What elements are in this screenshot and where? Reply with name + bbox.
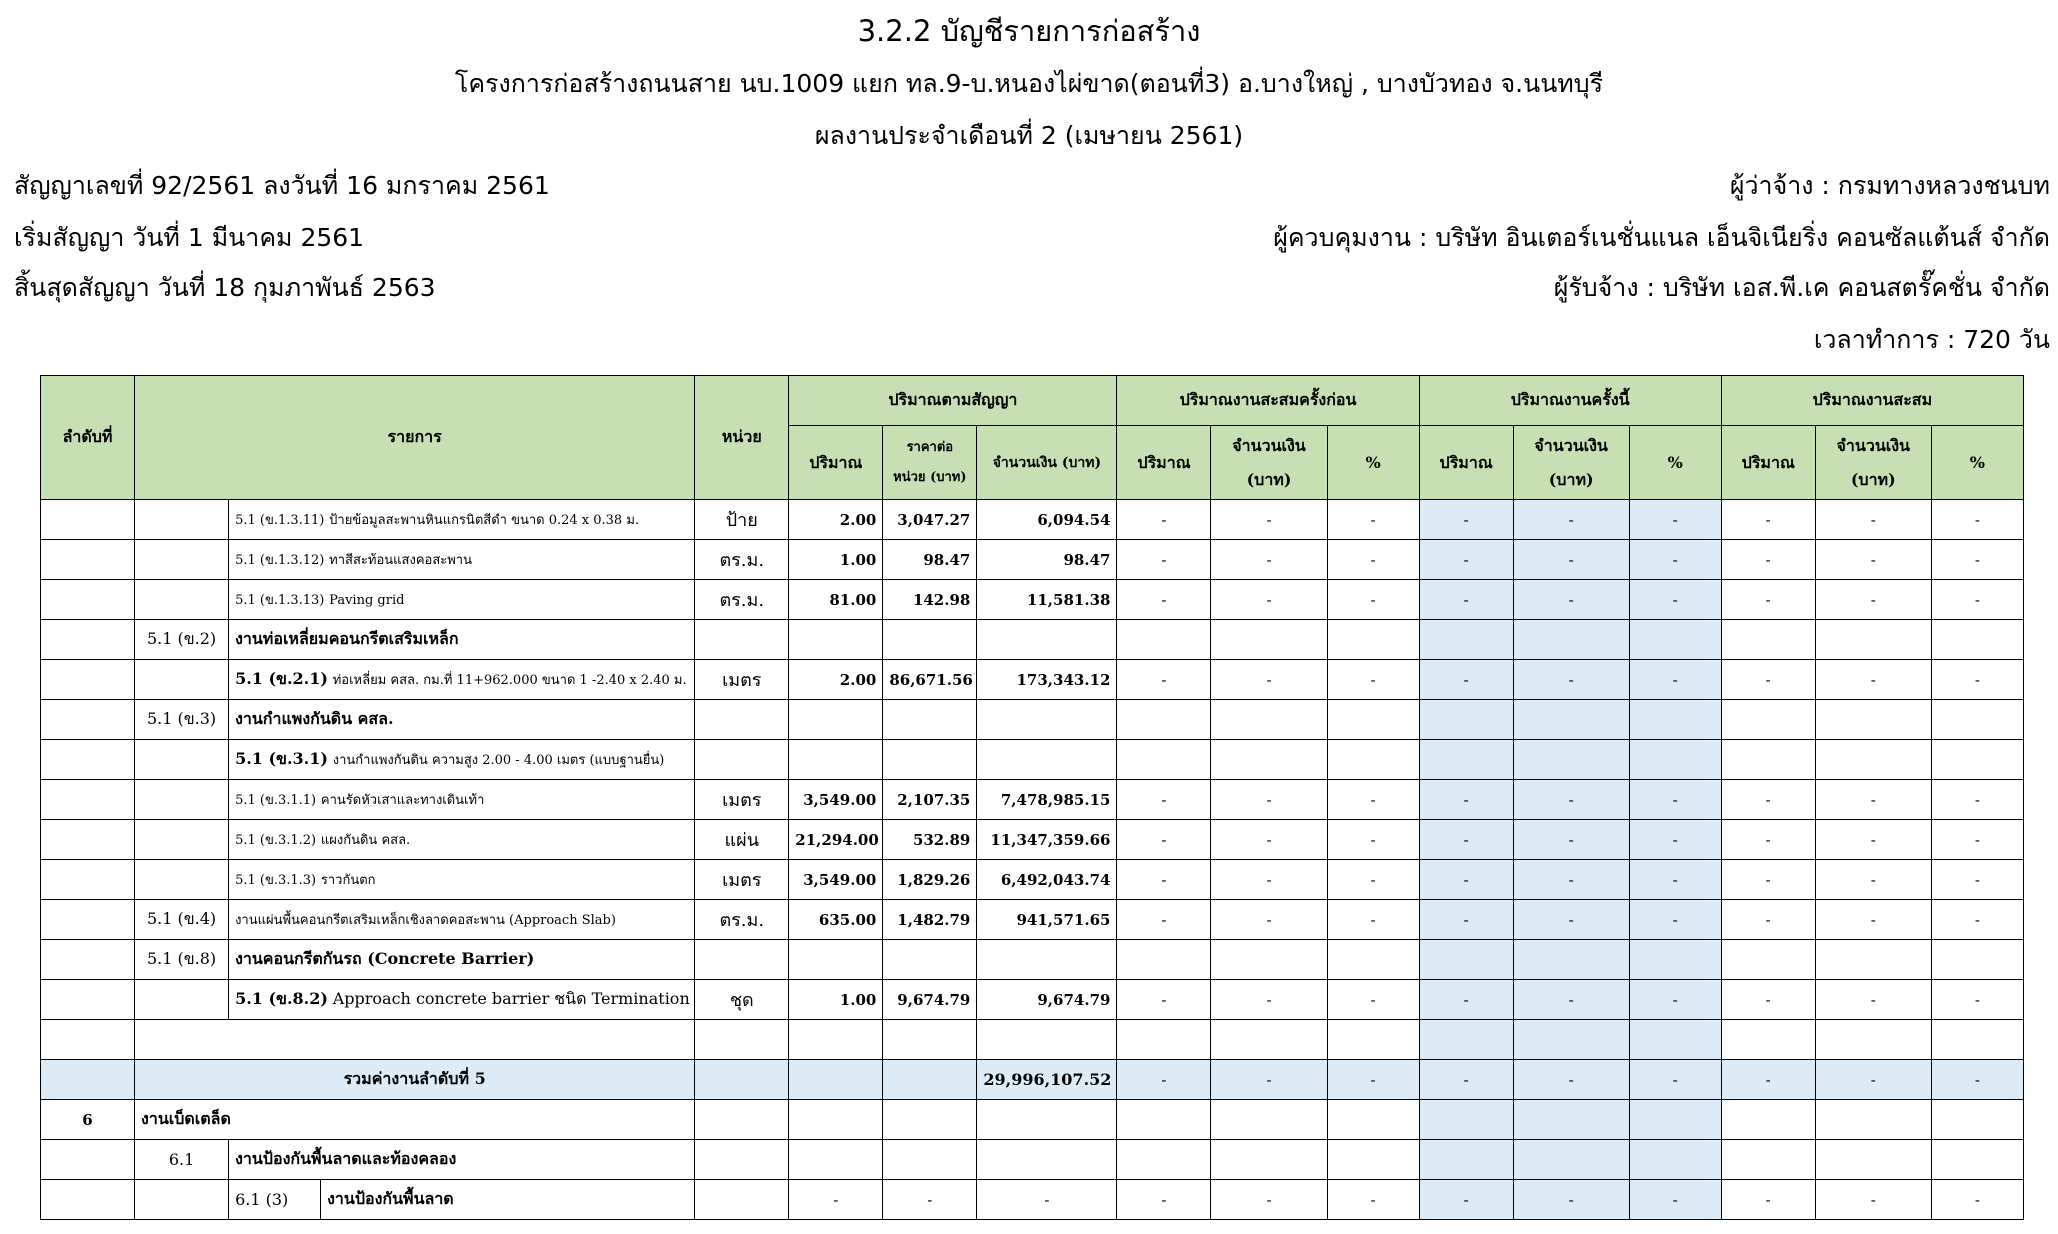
progress-cell: - xyxy=(1419,500,1513,540)
contract-amount: 11,581.38 xyxy=(977,580,1117,620)
header-percent: % xyxy=(1931,426,2023,500)
progress-cell: - xyxy=(1721,780,1815,820)
progress-cell xyxy=(1629,740,1721,780)
progress-cell: - xyxy=(1117,580,1211,620)
item-unit: ตร.ม. xyxy=(695,540,789,580)
progress-cell xyxy=(1211,940,1327,980)
table-row xyxy=(41,780,2024,820)
progress-cell: - xyxy=(1211,580,1327,620)
item-unit xyxy=(695,740,789,780)
header-previous-cumulative: ปริมาณงานสะสมครั้งก่อน xyxy=(1117,376,1419,426)
table-row xyxy=(41,580,2024,620)
item-code: 5.1 (ข.3.1.3) xyxy=(235,873,317,888)
item-unit xyxy=(695,700,789,740)
progress-cell: - xyxy=(1815,980,1931,1020)
unit-price: 3,047.27 xyxy=(883,500,977,540)
item-description: ทาสีสะท้อนแสงคอสะพาน xyxy=(329,553,472,568)
progress-cell: - xyxy=(1327,580,1419,620)
contract-amount: 11,347,359.66 xyxy=(977,820,1117,860)
progress-cell: - xyxy=(1117,660,1211,700)
item-code: 5.1 (ข.1.3.13) xyxy=(235,593,325,608)
progress-cell: - xyxy=(1629,580,1721,620)
progress-cell xyxy=(1513,740,1629,780)
employer: ผู้ว่าจ้าง : กรมทางหลวงชนบท xyxy=(1729,171,2050,200)
contract-qty: 635.00 xyxy=(789,900,883,940)
progress-cell xyxy=(1327,740,1419,780)
seq-cell xyxy=(41,540,135,580)
progress-cell: - xyxy=(1931,500,2023,540)
progress-cell: - xyxy=(1211,860,1327,900)
progress-cell: - xyxy=(1211,900,1327,940)
progress-cell: - xyxy=(1629,980,1721,1020)
progress-cell xyxy=(1815,940,1931,980)
progress-cell: - xyxy=(1629,860,1721,900)
item-code: 5.1 (ข.4) xyxy=(135,900,229,940)
progress-cell: - xyxy=(1117,540,1211,580)
progress-cell: - xyxy=(1931,540,2023,580)
indent-cell xyxy=(135,660,229,700)
unit-price: 98.47 xyxy=(883,540,977,580)
spacer-row xyxy=(41,1020,2024,1060)
progress-cell: - xyxy=(1327,980,1419,1020)
seq-cell xyxy=(41,580,135,620)
unit-price: 532.89 xyxy=(883,820,977,860)
contract-end: สิ้นสุดสัญญา วันที่ 18 กุมภาพันธ์ 2563 xyxy=(14,273,436,302)
contract-qty: 3,549.00 xyxy=(789,860,883,900)
progress-cell: - xyxy=(1327,540,1419,580)
progress-cell: - xyxy=(1721,660,1815,700)
header-item: รายการ xyxy=(135,376,695,500)
header-cumulative: ปริมาณงานสะสม xyxy=(1721,376,2023,426)
progress-cell xyxy=(1117,940,1211,980)
contract-qty: 81.00 xyxy=(789,580,883,620)
work-duration: เวลาทำการ : 720 วัน xyxy=(1813,325,2050,354)
progress-cell: - xyxy=(1117,820,1211,860)
progress-cell xyxy=(1931,700,2023,740)
unit-price: 142.98 xyxy=(883,580,977,620)
table-row xyxy=(41,900,2024,940)
item-code: 5.1 (ข.2.1) xyxy=(235,669,328,688)
progress-cell: - xyxy=(1721,860,1815,900)
header-current-period: ปริมาณงานครั้งนี้ xyxy=(1419,376,1721,426)
progress-cell xyxy=(1721,940,1815,980)
item-description: งานกำแพงกันดิน คสล. xyxy=(229,700,695,740)
item-description: งานกำแพงกันดิน ความสูง 2.00 - 4.00 เมตร (แบบฐานยื่น) xyxy=(332,753,665,768)
progress-cell xyxy=(1327,700,1419,740)
item-code: 5.1 (ข.1.3.12) xyxy=(235,553,325,568)
subsection-code: 6.1 (3) xyxy=(229,1180,321,1220)
indent-cell xyxy=(135,860,229,900)
subsection-title: งานป้องกันพื้นลาด xyxy=(321,1180,695,1220)
progress-cell: - xyxy=(1419,980,1513,1020)
contract-amount xyxy=(977,940,1117,980)
table-row xyxy=(41,540,2024,580)
header-seq: ลำดับที่ xyxy=(41,376,135,500)
progress-cell: - xyxy=(1419,860,1513,900)
table-row xyxy=(41,660,2024,700)
progress-cell: - xyxy=(1721,580,1815,620)
item-code-description xyxy=(229,980,695,1020)
progress-cell: - xyxy=(1721,900,1815,940)
progress-cell xyxy=(1327,940,1419,980)
progress-cell: - xyxy=(1513,860,1629,900)
header-qty: ปริมาณ xyxy=(789,426,883,500)
table-row xyxy=(41,820,2024,860)
header-unit-price: ราคาต่อ หน่วย (บาท) xyxy=(883,426,977,500)
progress-cell: - xyxy=(1931,820,2023,860)
indent-cell xyxy=(135,980,229,1020)
progress-cell: - xyxy=(1513,900,1629,940)
item-description: Approach concrete barrier ชนิด Termination xyxy=(332,989,690,1008)
contract-amount: 7,478,985.15 xyxy=(977,780,1117,820)
item-unit: ตร.ม. xyxy=(695,580,789,620)
progress-cell: - xyxy=(1513,660,1629,700)
item-code: 5.1 (ข.8.2) xyxy=(235,989,328,1008)
indent-cell xyxy=(135,780,229,820)
progress-cell: - xyxy=(1211,980,1327,1020)
header-qty: ปริมาณ xyxy=(1117,426,1211,500)
item-unit: แผ่น xyxy=(695,820,789,860)
section-title: งานเบ็ดเตล็ด xyxy=(135,1100,695,1140)
progress-cell xyxy=(1419,620,1513,660)
table-row xyxy=(41,740,2024,780)
progress-cell: - xyxy=(1721,540,1815,580)
item-description: ป้ายข้อมูลสะพานหินแกรนิตสีดำ ขนาด 0.24 x 0.38 ม. xyxy=(329,513,640,528)
seq-cell xyxy=(41,860,135,900)
progress-cell: - xyxy=(1117,780,1211,820)
unit-price: 9,674.79 xyxy=(883,980,977,1020)
subsection-row: 6.1 (3) งานป้องกันพื้นลาด - - - - - - - - - - - - xyxy=(41,1180,2024,1220)
subsection-row xyxy=(41,1140,2024,1180)
progress-cell: - xyxy=(1931,660,2023,700)
progress-cell: - xyxy=(1117,900,1211,940)
progress-cell: - xyxy=(1815,580,1931,620)
progress-cell xyxy=(1419,740,1513,780)
contract-amount: 98.47 xyxy=(977,540,1117,580)
progress-cell xyxy=(1815,740,1931,780)
subtotal-label: รวมค่างานลำดับที่ 5 xyxy=(135,1060,695,1100)
table-row xyxy=(41,940,2024,980)
item-code-description xyxy=(229,660,695,700)
progress-cell: - xyxy=(1327,820,1419,860)
progress-cell xyxy=(1211,700,1327,740)
progress-cell xyxy=(1629,700,1721,740)
document-title: 3.2.2 บัญชีรายการก่อสร้าง xyxy=(857,14,1201,48)
progress-cell: - xyxy=(1931,860,2023,900)
contract-amount xyxy=(977,740,1117,780)
item-unit: เมตร xyxy=(695,780,789,820)
progress-cell: - xyxy=(1327,500,1419,540)
contract-qty xyxy=(789,700,883,740)
contract-amount: 9,674.79 xyxy=(977,980,1117,1020)
contract-number: สัญญาเลขที่ 92/2561 ลงวันที่ 16 มกราคม 2561 xyxy=(14,171,550,200)
seq-cell xyxy=(41,780,135,820)
progress-cell: - xyxy=(1513,980,1629,1020)
item-unit xyxy=(695,620,789,660)
unit-price xyxy=(883,620,977,660)
progress-cell: - xyxy=(1513,580,1629,620)
contract-amount xyxy=(977,700,1117,740)
header-money: จำนวนเงิน (บาท) xyxy=(1815,426,1931,500)
progress-cell: - xyxy=(1211,540,1327,580)
header-qty: ปริมาณ xyxy=(1419,426,1513,500)
seq-cell xyxy=(41,700,135,740)
seq-cell xyxy=(41,500,135,540)
progress-cell: - xyxy=(1513,780,1629,820)
progress-cell: - xyxy=(1815,780,1931,820)
contractor: ผู้รับจ้าง : บริษัท เอส.พี.เค คอนสตรั๊คชั่น จำกัด xyxy=(1553,273,2050,302)
supervisor: ผู้ควบคุมงาน : บริษัท อินเตอร์เนชั่นแนล เอ็นจิเนียริ่ง คอนซัลแต้นส์ จำกัด xyxy=(1273,223,2050,252)
progress-cell: - xyxy=(1117,500,1211,540)
subsection-title: งานป้องกันพื้นลาดและท้องคลอง xyxy=(229,1140,695,1180)
contract-amount: 941,571.65 xyxy=(977,900,1117,940)
item-unit: เมตร xyxy=(695,860,789,900)
progress-cell: - xyxy=(1419,660,1513,700)
progress-cell: - xyxy=(1931,780,2023,820)
progress-cell xyxy=(1419,700,1513,740)
subtotal-amount: 29,996,107.52 xyxy=(977,1060,1117,1100)
item-unit: ชุด xyxy=(695,980,789,1020)
subsection-code: 6.1 xyxy=(135,1140,229,1180)
progress-cell: - xyxy=(1815,900,1931,940)
progress-cell xyxy=(1931,740,2023,780)
item-description: งานคอนกรีตกันรถ (Concrete Barrier) xyxy=(229,940,695,980)
contract-qty xyxy=(789,940,883,980)
indent-cell xyxy=(135,740,229,780)
progress-cell: - xyxy=(1419,900,1513,940)
table-row xyxy=(41,860,2024,900)
seq-cell xyxy=(41,620,135,660)
item-description: ท่อเหลี่ยม คสล. กม.ที่ 11+962.000 ขนาด 1 -2.40 x 2.40 ม. xyxy=(332,673,687,688)
progress-cell xyxy=(1117,740,1211,780)
item-description: ราวกันตก xyxy=(320,873,376,888)
indent-cell xyxy=(135,500,229,540)
progress-cell xyxy=(1513,700,1629,740)
seq-cell xyxy=(41,660,135,700)
progress-cell: - xyxy=(1327,860,1419,900)
seq-cell xyxy=(41,940,135,980)
progress-cell: - xyxy=(1211,820,1327,860)
reporting-period: ผลงานประจำเดือนที่ 2 (เมษายน 2561) xyxy=(814,121,1244,150)
item-code: 5.1 (ข.3.1.2) xyxy=(235,833,317,848)
progress-cell xyxy=(1419,940,1513,980)
project-subtitle: โครงการก่อสร้างถนนสาย นบ.1009 แยก ทล.9-บ.หนองไผ่ขาด(ตอนที่3) อ.บางใหญ่ , บางบัวทอง จ.นนทบุรี xyxy=(454,69,1604,98)
header-percent: % xyxy=(1327,426,1419,500)
contract-qty xyxy=(789,620,883,660)
progress-cell xyxy=(1327,620,1419,660)
header-contract-quantity: ปริมาณตามสัญญา xyxy=(789,376,1117,426)
unit-price: 1,482.79 xyxy=(883,900,977,940)
progress-cell: - xyxy=(1419,580,1513,620)
progress-cell: - xyxy=(1931,900,2023,940)
item-unit: เมตร xyxy=(695,660,789,700)
progress-cell: - xyxy=(1931,580,2023,620)
section-row xyxy=(41,1100,2024,1140)
contract-qty xyxy=(789,740,883,780)
section-number: 6 xyxy=(41,1100,135,1140)
progress-cell: - xyxy=(1211,780,1327,820)
progress-cell xyxy=(1931,620,2023,660)
contract-amount: 6,492,043.74 xyxy=(977,860,1117,900)
construction-items-table xyxy=(40,375,2024,1220)
progress-cell xyxy=(1629,940,1721,980)
progress-cell: - xyxy=(1513,820,1629,860)
progress-cell: - xyxy=(1629,780,1721,820)
item-code: 5.1 (ข.3) xyxy=(135,700,229,740)
indent-cell xyxy=(135,540,229,580)
table-header xyxy=(41,376,2024,500)
progress-cell xyxy=(1513,940,1629,980)
unit-price xyxy=(883,940,977,980)
progress-cell: - xyxy=(1815,500,1931,540)
item-code-description xyxy=(229,860,695,900)
progress-cell: - xyxy=(1721,820,1815,860)
unit-price xyxy=(883,740,977,780)
progress-cell: - xyxy=(1419,540,1513,580)
table-row xyxy=(41,500,2024,540)
contract-start: เริ่มสัญญา วันที่ 1 มีนาคม 2561 xyxy=(14,223,365,252)
progress-cell: - xyxy=(1629,540,1721,580)
progress-cell: - xyxy=(1327,780,1419,820)
progress-cell: - xyxy=(1721,980,1815,1020)
progress-cell xyxy=(1721,700,1815,740)
item-code-description xyxy=(229,580,695,620)
item-code-description xyxy=(229,540,695,580)
progress-cell: - xyxy=(1419,780,1513,820)
contract-qty: 2.00 xyxy=(789,660,883,700)
table-row xyxy=(41,980,2024,1020)
progress-cell: - xyxy=(1629,820,1721,860)
header-qty: ปริมาณ xyxy=(1721,426,1815,500)
item-unit: ป้าย xyxy=(695,500,789,540)
contract-amount xyxy=(977,620,1117,660)
progress-cell: - xyxy=(1419,820,1513,860)
seq-cell xyxy=(41,820,135,860)
seq-cell xyxy=(41,740,135,780)
progress-cell xyxy=(1513,620,1629,660)
header-money: จำนวนเงิน (บาท) xyxy=(1513,426,1629,500)
seq-cell xyxy=(41,900,135,940)
indent-cell xyxy=(135,580,229,620)
item-description: งานแผ่นพื้นคอนกรีตเสริมเหล็กเชิงลาดคอสะพาน (Approach Slab) xyxy=(229,900,695,940)
item-description: Paving grid xyxy=(329,593,405,608)
progress-cell: - xyxy=(1211,500,1327,540)
contract-amount: 173,343.12 xyxy=(977,660,1117,700)
table-body xyxy=(41,500,2024,1220)
contract-qty: 1.00 xyxy=(789,980,883,1020)
progress-cell xyxy=(1117,620,1211,660)
progress-cell: - xyxy=(1327,900,1419,940)
header-percent: % xyxy=(1629,426,1721,500)
item-description: คานรัดหัวเสาและทางเดินเท้า xyxy=(320,793,485,808)
progress-cell xyxy=(1211,620,1327,660)
header-amount: จำนวนเงิน (บาท) xyxy=(977,426,1117,500)
contract-amount: 6,094.54 xyxy=(977,500,1117,540)
progress-cell: - xyxy=(1211,660,1327,700)
progress-cell: - xyxy=(1815,860,1931,900)
contract-qty: 1.00 xyxy=(789,540,883,580)
item-code: 5.1 (ข.3.1) xyxy=(235,749,328,768)
unit-price: 1,829.26 xyxy=(883,860,977,900)
item-code-description xyxy=(229,500,695,540)
progress-cell: - xyxy=(1117,980,1211,1020)
progress-cell: - xyxy=(1327,660,1419,700)
unit-price: 2,107.35 xyxy=(883,780,977,820)
table-row xyxy=(41,620,2024,660)
unit-price: 86,671.56 xyxy=(883,660,977,700)
item-description: แผงกันดิน คสล. xyxy=(320,833,411,848)
progress-cell: - xyxy=(1721,500,1815,540)
contract-qty: 21,294.00 xyxy=(789,820,883,860)
progress-cell xyxy=(1931,940,2023,980)
progress-cell xyxy=(1815,620,1931,660)
unit-price xyxy=(883,700,977,740)
item-code: 5.1 (ข.1.3.11) xyxy=(235,513,325,528)
progress-cell: - xyxy=(1513,540,1629,580)
seq-cell xyxy=(41,980,135,1020)
item-unit xyxy=(695,940,789,980)
progress-cell: - xyxy=(1629,900,1721,940)
progress-cell: - xyxy=(1629,500,1721,540)
header-money: จำนวนเงิน (บาท) xyxy=(1211,426,1327,500)
item-code-description xyxy=(229,740,695,780)
item-unit: ตร.ม. xyxy=(695,900,789,940)
progress-cell xyxy=(1629,620,1721,660)
progress-cell: - xyxy=(1629,660,1721,700)
item-code-description xyxy=(229,780,695,820)
progress-cell: - xyxy=(1117,860,1211,900)
item-code-description xyxy=(229,820,695,860)
item-code: 5.1 (ข.3.1.1) xyxy=(235,793,317,808)
progress-cell xyxy=(1721,740,1815,780)
progress-cell xyxy=(1211,740,1327,780)
item-code: 5.1 (ข.2) xyxy=(135,620,229,660)
progress-cell xyxy=(1117,700,1211,740)
progress-cell xyxy=(1815,700,1931,740)
contract-qty: 2.00 xyxy=(789,500,883,540)
indent-cell xyxy=(135,820,229,860)
contract-qty: 3,549.00 xyxy=(789,780,883,820)
progress-cell: - xyxy=(1931,980,2023,1020)
progress-cell: - xyxy=(1815,820,1931,860)
table-row xyxy=(41,700,2024,740)
progress-cell xyxy=(1721,620,1815,660)
progress-cell: - xyxy=(1815,660,1931,700)
subtotal-row: รวมค่างานลำดับที่ 5 29,996,107.52 - - - - - - - - - xyxy=(41,1060,2024,1100)
progress-cell: - xyxy=(1815,540,1931,580)
header-unit: หน่วย xyxy=(695,376,789,500)
progress-cell: - xyxy=(1513,500,1629,540)
item-code: 5.1 (ข.8) xyxy=(135,940,229,980)
item-description: งานท่อเหลี่ยมคอนกรีตเสริมเหล็ก xyxy=(229,620,695,660)
